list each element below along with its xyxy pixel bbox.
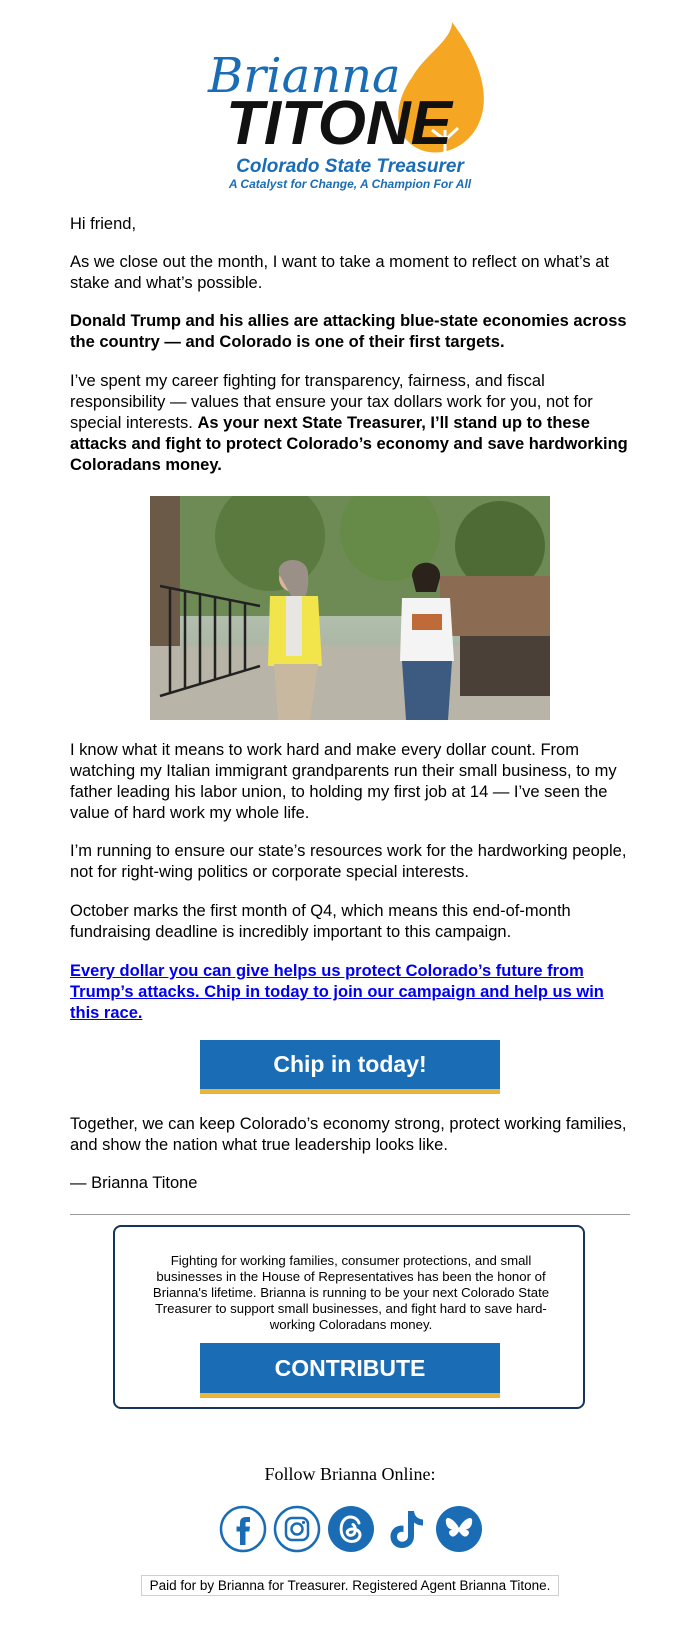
donate-paragraph [70, 961, 630, 1024]
divider [70, 1214, 630, 1215]
campaign-logo [0, 0, 700, 200]
logo-tagline: A Catalyst for Change, A Champion For All [228, 177, 472, 191]
signature: — Brianna Titone [70, 1174, 198, 1192]
facebook-icon[interactable] [219, 1505, 267, 1553]
logo-first-name: Brianna [208, 48, 401, 104]
contribute-box [113, 1225, 585, 1409]
threads-icon[interactable] [327, 1505, 375, 1553]
greeting: Hi friend, [70, 215, 137, 233]
october-paragraph: October marks the first month of Q4, which means this end-of-month fundraising deadline is incredibly important to this campaign. [70, 902, 571, 941]
candidate-photo [150, 496, 550, 720]
chip-in-button[interactable]: Chip in today! [200, 1040, 500, 1094]
attack-paragraph: Donald Trump and his allies are attacking blue-state economies across the country — and Colorado is one of their first targets. [70, 312, 627, 351]
follow-heading: Follow Brianna Online: [264, 1464, 436, 1484]
career-bold-text: As your next State Treasurer, I’ll stand up to these attacks and fight to protect Colorado’s economy and save hardworking Coloradans money. [70, 414, 628, 474]
logo-office: Colorado State Treasurer [236, 156, 464, 177]
career-text: I’ve spent my career fighting for transparency, fairness, and fiscal responsibility — values that ensure your tax dollars work for you, not for special interests. [70, 372, 593, 432]
contribute-box-text: Fighting for working families, consumer protections, and small businesses in the House of Representatives has been the honor of Brianna's lifetime. Brianna is running to be your next Colorado State Treasurer to support small businesses, and fight hard to save hard-working Coloradans money. [152, 1253, 550, 1332]
family-paragraph: I know what it means to work hard and make every dollar count. From watching my Italian immigrant grandparents run their small business, to my father leading his labor union, to holding my first job at 14 — I’ve seen the value of hard work my whole life. [70, 741, 617, 822]
together-paragraph: Together, we can keep Colorado’s economy strong, protect working families, and show the nation what true leadership looks like. [70, 1115, 627, 1154]
contribute-button[interactable]: CONTRIBUTE [200, 1343, 500, 1398]
bluesky-icon[interactable] [435, 1505, 483, 1553]
running-paragraph: I’m running to ensure our state’s resources work for the hardworking people, not for right-wing politics or corporate special interests. [70, 842, 627, 881]
logo-last-name: TITONE [226, 89, 454, 158]
intro-paragraph: As we close out the month, I want to take a moment to reflect on what’s at stake and what’s possible. [70, 253, 609, 292]
tiktok-icon[interactable] [381, 1505, 429, 1553]
instagram-icon[interactable] [273, 1505, 321, 1553]
paid-for-disclaimer: Paid for by Brianna for Treasurer. Registered Agent Brianna Titone. [141, 1575, 559, 1596]
career-paragraph [70, 371, 630, 476]
donate-link[interactable]: Every dollar you can give helps us protect Colorado’s future from Trump’s attacks. Chip in today to join our campaign and help us win this race. [70, 962, 604, 1022]
